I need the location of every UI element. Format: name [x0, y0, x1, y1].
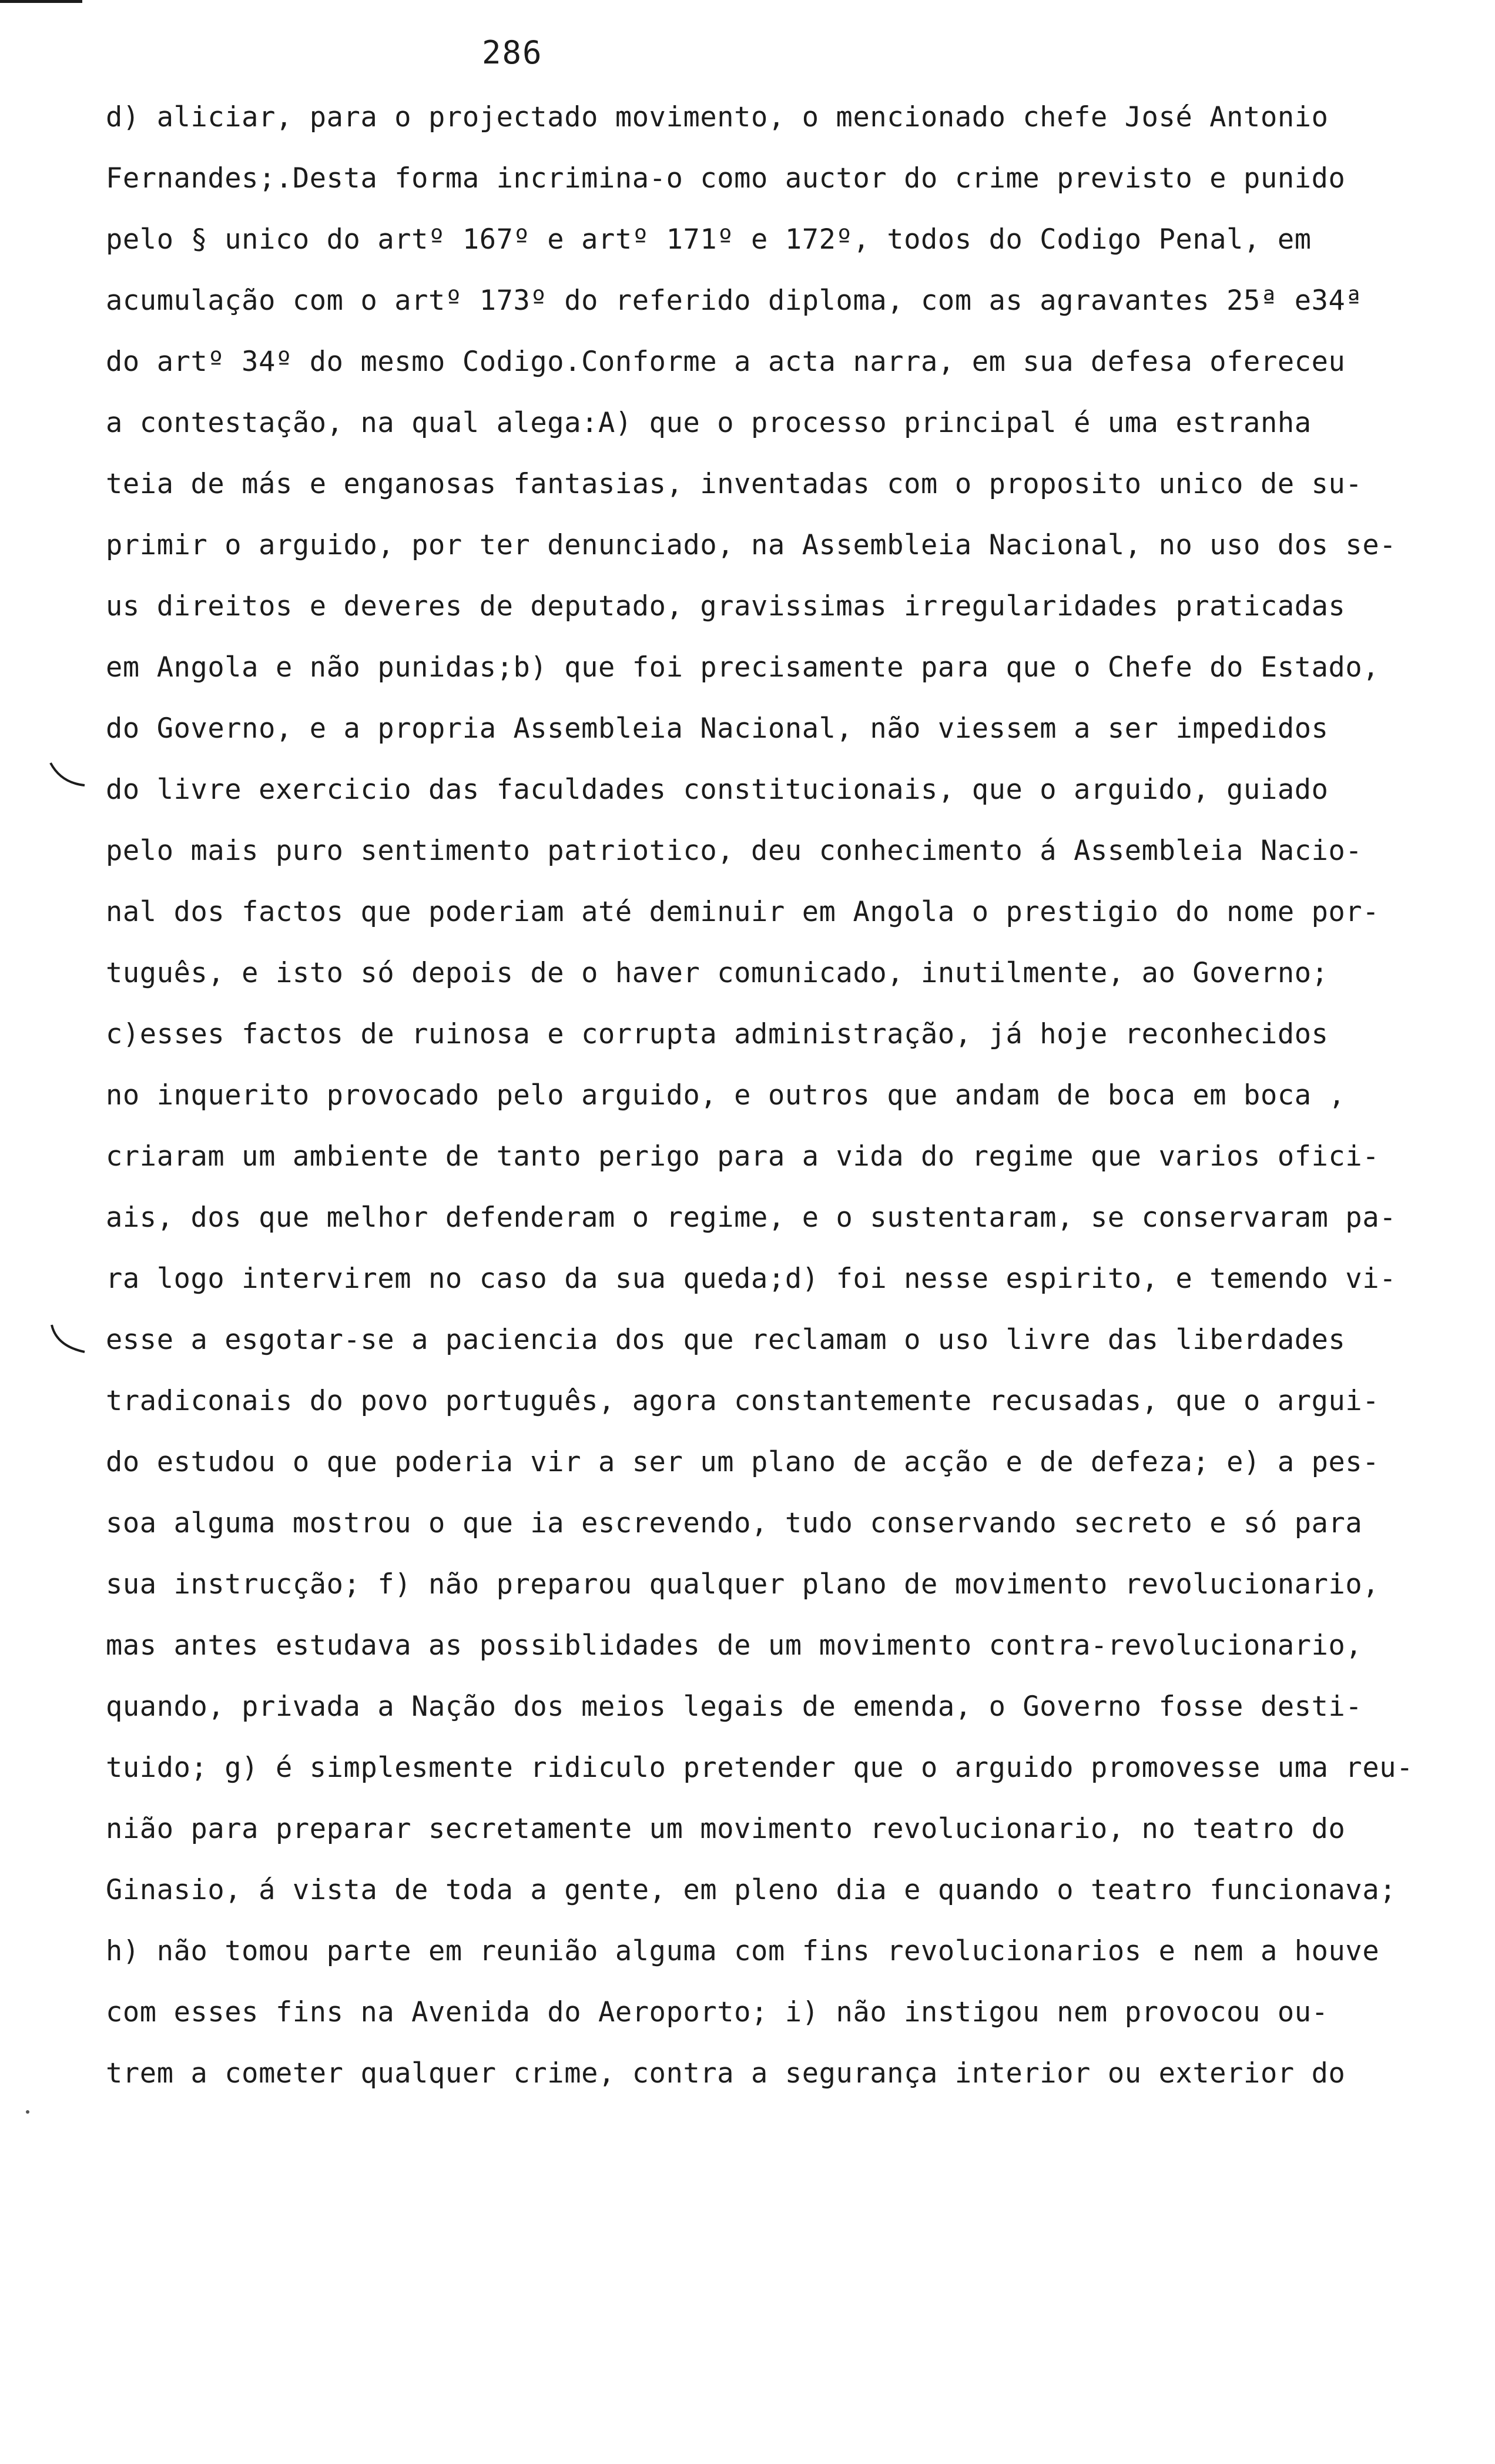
text-line: c)esses factos de ruinosa e corrupta administração, já hoje reconhecidos — [106, 1018, 1329, 1050]
text-line: pelo § unico do artº 167º e artº 171º e 172º, todos do Codigo Penal, em — [106, 223, 1312, 256]
text-line: primir o arguido, por ter denunciado, na Assembleia Nacional, no uso dos se- — [106, 529, 1397, 561]
text-line: nião para preparar secretamente um movimento revolucionario, no teatro do — [106, 1813, 1346, 1845]
text-line: em Angola e não punidas;b) que foi precisamente para que o Chefe do Estado, — [106, 651, 1380, 684]
text-line: ais, dos que melhor defenderam o regime, e o sustentaram, se conservaram pa- — [106, 1201, 1397, 1234]
ink-speck — [26, 2110, 29, 2114]
corner-rule — [0, 0, 82, 3]
text-line: quando, privada a Nação dos meios legais de emenda, o Governo fosse desti- — [106, 1690, 1363, 1723]
text-line: a contestação, na qual alega:A) que o processo principal é uma estranha — [106, 407, 1312, 439]
margin-check-mark — [48, 758, 89, 794]
text-line: esse a esgotar-se a paciencia dos que reclamam o uso livre das liberdades — [106, 1324, 1346, 1356]
page-number: 286 — [482, 34, 543, 71]
text-line: tuguês, e isto só depois de o haver comunicado, inutilmente, ao Governo; — [106, 957, 1329, 989]
text-line: soa alguma mostrou o que ia escrevendo, tudo conservando secreto e só para — [106, 1507, 1363, 1539]
text-line: com esses fins na Avenida do Aeroporto; i) não instigou nem provocou ou- — [106, 1996, 1329, 2028]
margin-check-mark-icon — [48, 1323, 89, 1358]
text-line: Ginasio, á vista de toda a gente, em pleno dia e quando o teatro funcionava; — [106, 1874, 1397, 1906]
text-line: us direitos e deveres de deputado, gravissimas irregularidades praticadas — [106, 590, 1346, 622]
text-line: mas antes estudava as possiblidades de um movimento contra-revolucionario, — [106, 1629, 1363, 1662]
text-line: do Governo, e a propria Assembleia Nacional, não viessem a ser impedidos — [106, 712, 1329, 745]
text-line: pelo mais puro sentimento patriotico, deu conhecimento á Assembleia Nacio- — [106, 835, 1363, 867]
text-line: acumulação com o artº 173º do referido diploma, com as agravantes 25ª e34ª — [106, 284, 1363, 317]
text-line: h) não tomou parte em reunião alguma com fins revolucionarios e nem a houve — [106, 1935, 1380, 1967]
text-line: trem a cometer qualquer crime, contra a segurança interior ou exterior do — [106, 2057, 1346, 2090]
margin-check-mark — [48, 1323, 89, 1358]
text-line: d) aliciar, para o projectado movimento, o mencionado chefe José Antonio — [106, 101, 1329, 133]
text-line: nal dos factos que poderiam até deminuir em Angola o prestigio do nome por- — [106, 896, 1380, 928]
typed-text-body — [106, 87, 1434, 2104]
text-line: Fernandes;.Desta forma incrimina-o como auctor do crime previsto e punido — [106, 162, 1346, 195]
margin-check-mark-icon — [48, 758, 89, 794]
text-line: sua instrucção; f) não preparou qualquer plano de movimento revolucionario, — [106, 1568, 1380, 1601]
text-line: do estudou o que poderia vir a ser um plano de acção e de defeza; e) a pes- — [106, 1446, 1380, 1478]
text-line: criaram um ambiente de tanto perigo para a vida do regime que varios ofici- — [106, 1140, 1380, 1173]
text-line: ra logo intervirem no caso da sua queda;d) foi nesse espirito, e temendo vi- — [106, 1263, 1397, 1295]
text-line: no inquerito provocado pelo arguido, e outros que andam de boca em boca , — [106, 1079, 1346, 1112]
text-line: tradiconais do povo português, agora constantemente recusadas, que o argui- — [106, 1385, 1380, 1417]
text-line: do artº 34º do mesmo Codigo.Conforme a acta narra, em sua defesa ofereceu — [106, 346, 1346, 378]
text-line: tuido; g) é simplesmente ridiculo pretender que o arguido promovesse uma reu- — [106, 1752, 1414, 1784]
text-line: teia de más e enganosas fantasias, inventadas com o proposito unico de su- — [106, 468, 1363, 500]
text-line: do livre exercicio das faculdades constitucionais, que o arguido, guiado — [106, 774, 1329, 806]
